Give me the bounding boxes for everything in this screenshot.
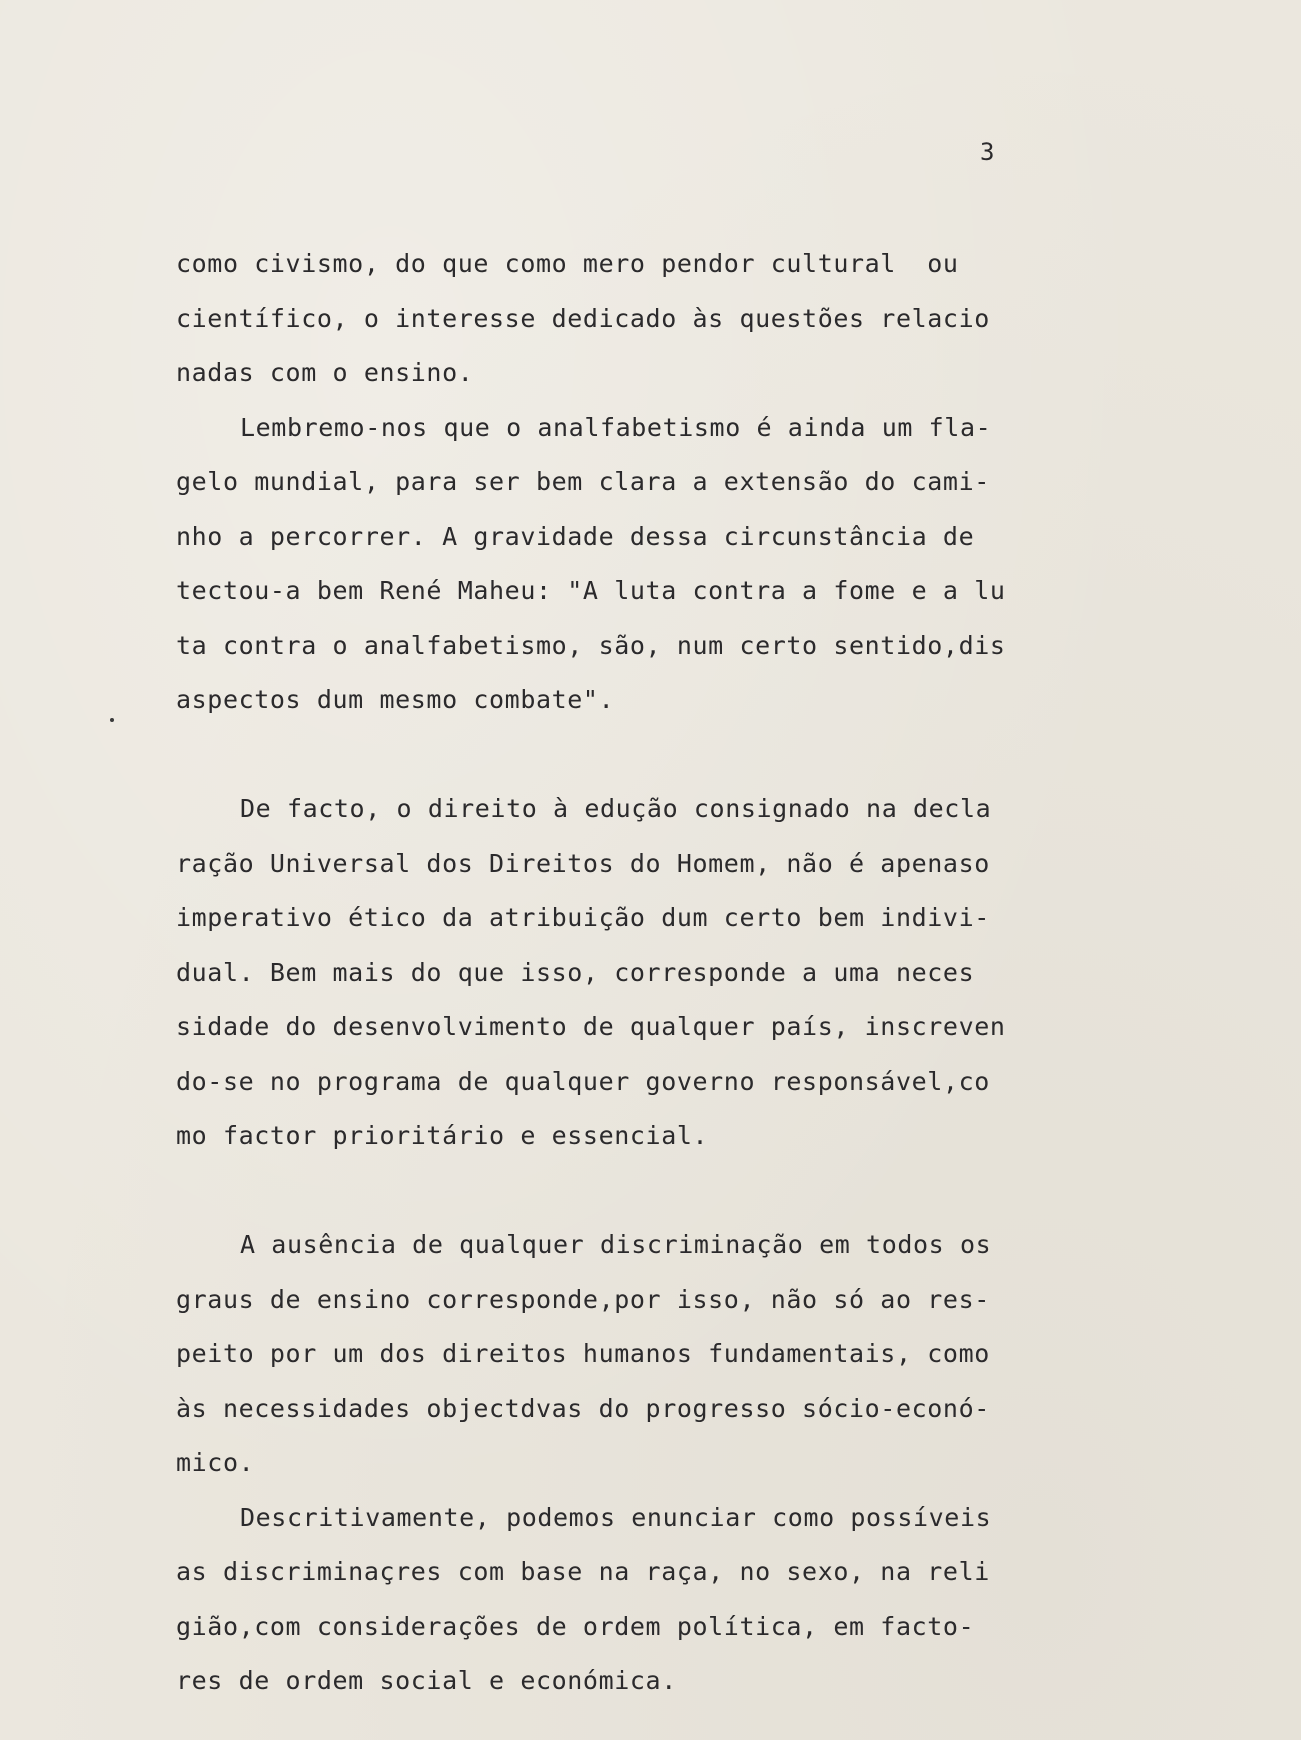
text-line: tectou-a bem René Maheu: "A luta contra a fome e a lu [176,576,1006,605]
paragraph-gap [176,1164,1006,1219]
text-line: às necessidades objectdvas do progresso sócio-econó- [176,1393,990,1423]
text-line: Descritivamente, podemos enunciar como possíveis [240,1502,992,1532]
page-number: 3 [980,138,995,166]
text-line: A ausência de qualquer discriminação em todos os [240,1230,992,1259]
paragraph-5 [176,1491,1006,1709]
margin-dot [110,718,114,722]
text-line: res de ordem social e económica. [176,1666,677,1695]
text-line: mo factor prioritário e essencial. [176,1121,709,1150]
paragraph-1 [176,237,1006,401]
text-line: gião,com considerações de ordem política, em facto- [176,1611,975,1641]
text-line: aspectos dum mesmo combate". [176,685,615,714]
text-line: graus de ensino corresponde,por isso, não só ao res- [176,1284,990,1314]
text-line: imperativo ético da atribuição dum certo bem indivi- [176,903,990,932]
text-line: ração Universal dos Direitos do Homem, não é apenaso [176,848,990,878]
paragraph-4 [176,1218,1006,1491]
text-line: do-se no programa de qualquer governo responsável,co [176,1066,990,1096]
text-line: gelo mundial, para ser bem clara a extensão do cami- [176,467,990,496]
body-text [176,237,1006,1709]
text-line: peito por um dos direitos humanos fundamentais, como [176,1339,990,1368]
paragraph-2 [176,401,1006,728]
paragraph-3 [176,782,1006,1164]
text-line: nadas com o ensino. [176,358,474,387]
text-line: científico, o interesse dedicado às questões relacio [176,303,990,333]
text-line: sidade do desenvolvimento de qualquer país, inscreven [176,1012,1006,1041]
text-line: De facto, o direito à edução consignado na decla [240,794,992,823]
text-line: como civismo, do que como mero pendor cultural ou [176,249,959,278]
text-line: as discriminaçres com base na raça, no sexo, na reli [176,1557,990,1586]
text-line: mico. [176,1448,255,1477]
text-line: ta contra o analfabetismo, são, num certo sentido,dis [176,630,1006,660]
text-line: dual. Bem mais do que isso, corresponde a uma neces [176,957,975,987]
text-line: Lembremo-nos que o analfabetismo é ainda um fla- [240,412,992,442]
paragraph-gap [176,728,1006,783]
text-line: nho a percorrer. A gravidade dessa circunstância de [176,521,975,551]
